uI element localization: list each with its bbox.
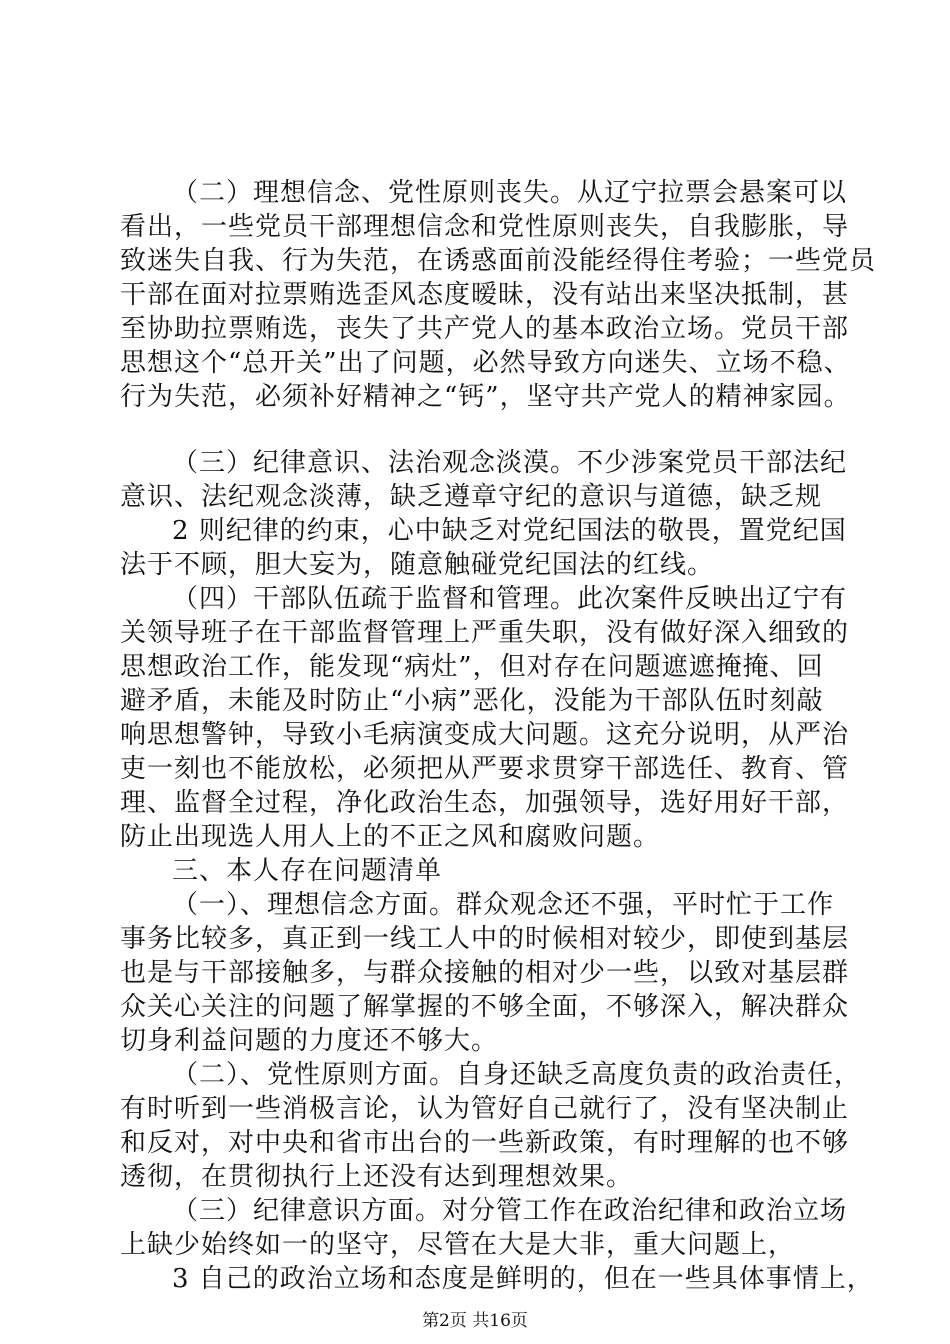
text-line: （二）理想信念、党性原则丧失。从辽宁拉票会悬案可以: [172, 178, 848, 208]
text-line: 上缺少始终如一的坚守，尽管在大是大非，重大问题上，: [120, 1230, 796, 1260]
text-line: 响思想警钟，导致小毛病演变成大问题。这充分说明，从严治: [120, 720, 850, 750]
text-line: （一）、理想信念方面。群众观念还不强，平时忙于工作: [172, 890, 835, 920]
text-line: （三）纪律意识方面。对分管工作在政治纪律和政治立场: [172, 1196, 848, 1226]
text-line: 有时听到一些消极言论，认为管好自己就行了，没有坚决制止: [120, 1094, 850, 1124]
text-line: （四）干部队伍疏于监督和管理。此次案件反映出辽宁有: [172, 584, 848, 614]
text-line: 和反对，对中央和省市出台的一些新政策，有时理解的也不够: [120, 1128, 850, 1158]
text-line: 3 自己的政治立场和态度是鲜明的，但在一些具体事情上，: [172, 1264, 874, 1294]
text-line: 切身利益问题的力度还不够大。: [120, 1026, 499, 1056]
text-line: 致迷失自我、行为失范，在诱惑面前没能经得住考验；一些党员: [120, 246, 877, 276]
text-line: 思想这个“总开关”出了问题，必然导致方向迷失、立场不稳、: [120, 348, 851, 378]
text-line: 思想政治工作，能发现“病灶”，但对存在问题遮遮掩掩、回: [120, 652, 824, 682]
text-line: 也是与干部接触多，与群众接触的相对少一些，以致对基层群: [120, 958, 850, 988]
text-line: 防止出现选人用人上的不正之风和腐败问题。: [120, 822, 661, 852]
text-line: 看出，一些党员干部理想信念和党性原则丧失，自我膨胀，导: [120, 212, 850, 242]
text-line: 法于不顾，胆大妄为，随意触碰党纪国法的红线。: [120, 550, 715, 580]
text-line: 避矛盾，未能及时防止“小病”恶化，没能为干部队伍时刻敲: [120, 686, 824, 716]
text-line: 干部在面对拉票贿选歪风态度暧昧，没有站出来坚决抵制，甚: [120, 280, 850, 310]
text-line: 至协助拉票贿选，丧失了共产党人的基本政治立场。党员干部: [120, 314, 850, 344]
text-line: 意识、法纪观念淡薄，缺乏遵章守纪的意识与道德，缺乏规: [120, 482, 823, 512]
text-line: 事务比较多，真正到一线工人中的时候相对较少，即使到基层: [120, 924, 850, 954]
text-line: 2 则纪律的约束，心中缺乏对党纪国法的敬畏，置党纪国: [172, 516, 847, 546]
text-line: （二）、党性原则方面。自身还缺乏高度负责的政治责任，: [172, 1060, 862, 1090]
text-line: 透彻，在贯彻执行上还没有达到理想效果。: [120, 1162, 634, 1192]
text-line: 理、监督全过程，净化政治生态，加强领导，选好用好干部，: [120, 788, 850, 818]
text-line: （三）纪律意识、法治观念淡漠。不少涉案党员干部法纪: [172, 448, 848, 478]
page-footer: 第2页 共16页: [422, 1311, 528, 1331]
text-line: 关领导班子在干部监督管理上严重失职，没有做好深入细致的: [120, 618, 850, 648]
text-line: 众关心关注的问题了解掌握的不够全面，不够深入，解决群众: [120, 992, 850, 1022]
text-line: 行为失范，必须补好精神之“钙”，坚守共产党人的精神家园。: [120, 382, 851, 412]
section-heading: 三、本人存在问题清单: [172, 856, 443, 886]
text-line: 吏一刻也不能放松，必须把从严要求贯穿干部选任、教育、管: [120, 754, 850, 784]
